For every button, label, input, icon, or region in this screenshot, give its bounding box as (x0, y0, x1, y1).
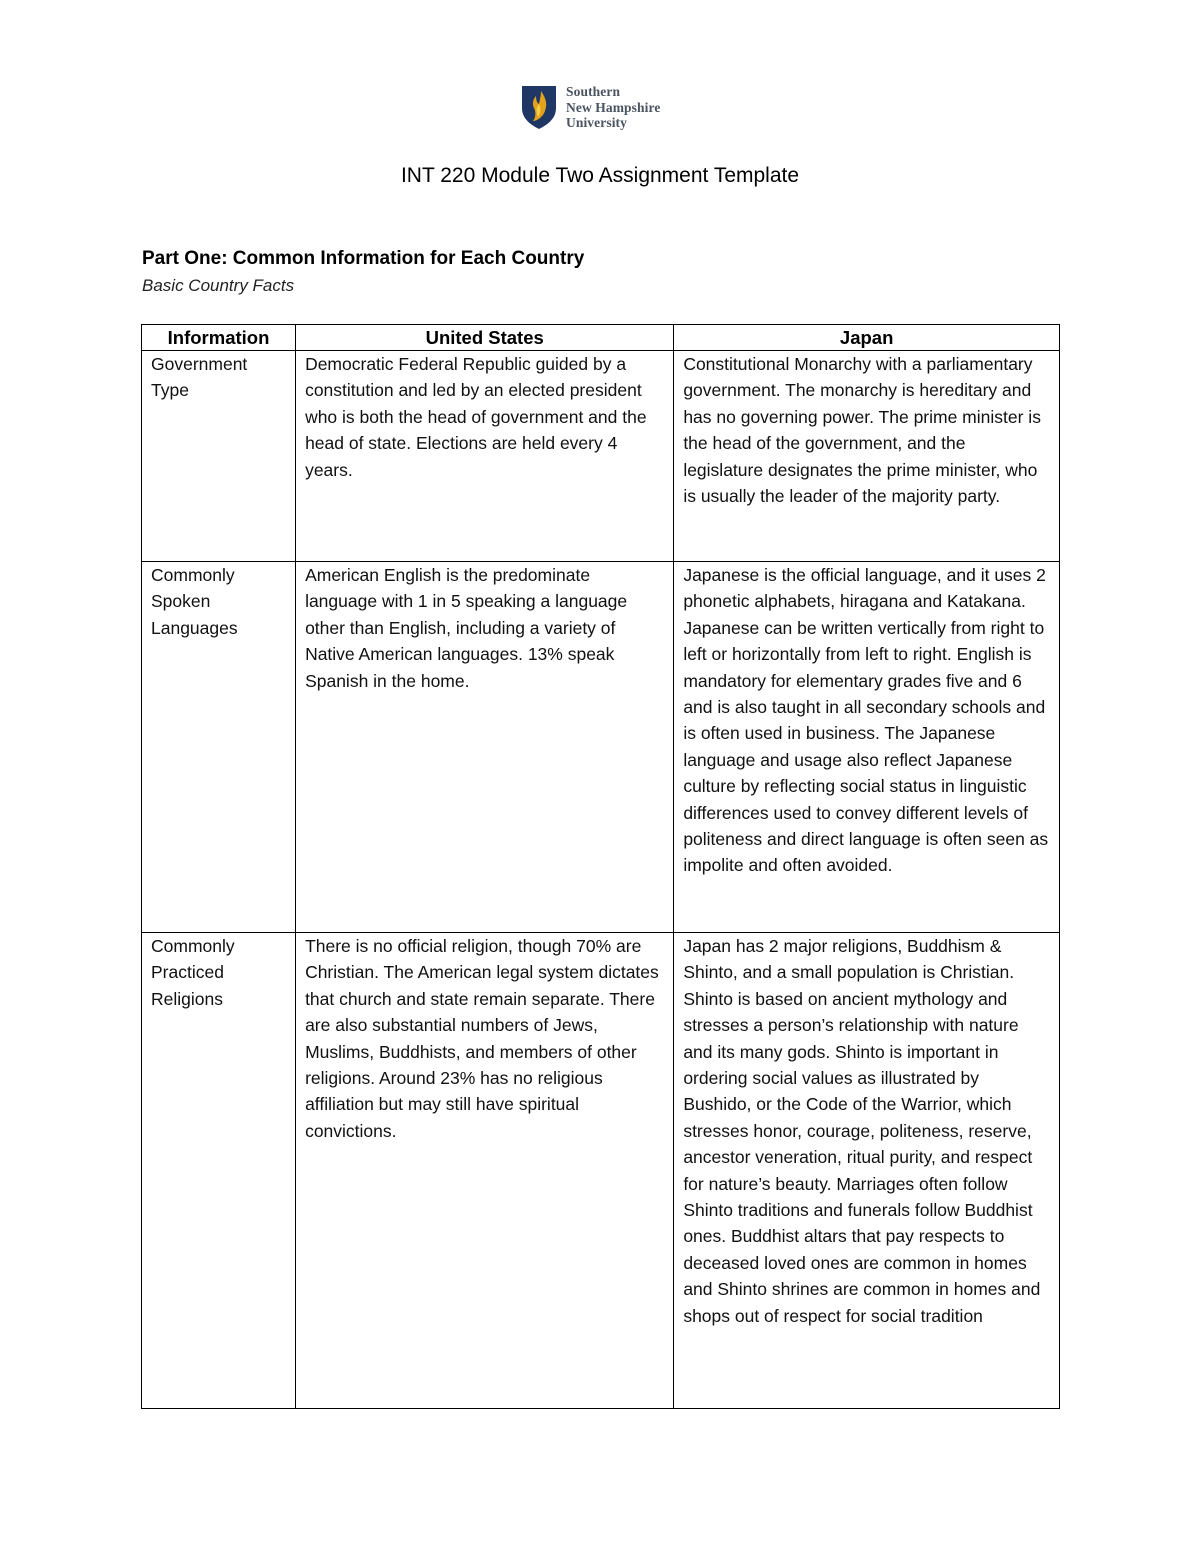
table-row (142, 351, 1060, 562)
row-label-languages: Commonly Spoken Languages (142, 562, 296, 933)
us-religions: There is no official religion, though 70% are Christian. The American legal system dictates that church and state remain separate. There are also substantial numbers of Jews, Muslims, Buddhists, and members of other religions. Around 23% has no religious affiliation but may still have spiritual convictions. (296, 933, 674, 1409)
row-label-religions: Commonly Practiced Religions (142, 933, 296, 1409)
logo-text (566, 84, 660, 131)
us-languages: American English is the predominate language with 1 in 5 speaking a language other than English, including a variety of Native American languages. 13% speak Spanish in the home. (296, 562, 674, 933)
university-logo (520, 84, 660, 131)
header-japan: Japan (674, 325, 1060, 351)
row-label-government-type: Government Type (142, 351, 296, 562)
flame-shield-icon (520, 84, 558, 130)
table-header-row (142, 325, 1060, 351)
logo-line-2: New Hampshire (566, 99, 661, 115)
header-united-states: United States (296, 325, 674, 351)
us-government-type: Democratic Federal Republic guided by a constitution and led by an elected president who is both the head of government and the head of state. Elections are held every 4 years. (296, 351, 674, 562)
document-title: INT 220 Module Two Assignment Template (400, 164, 800, 187)
logo-line-1: Southern (566, 84, 621, 99)
japan-languages: Japanese is the official language, and it uses 2 phonetic alphabets, hiragana and Katakana. Japanese can be written vertically from right to left or horizontally from left to right. English is mandatory for elementary grades five and 6 and is also taught in all secondary schools and is often used in business. The Japanese language and usage also reflect Japanese culture by reflecting social status in linguistic differences used to convey different levels of politeness and direct language is often seen as impolite and often avoided. (674, 562, 1060, 933)
section-subheading: Basic Country Facts (142, 276, 295, 295)
section-heading: Part One: Common Information for Each Country (142, 248, 585, 269)
table-row (142, 933, 1060, 1409)
table-row (142, 562, 1060, 933)
header-information: Information (142, 325, 296, 351)
japan-government-type: Constitutional Monarchy with a parliamentary government. The monarchy is hereditary and has no governing power. The prime minister is the head of the government, and the legislature designates the prime minister, who is usually the leader of the majority party. (674, 351, 1060, 562)
japan-religions: Japan has 2 major religions, Buddhism & Shinto, and a small population is Christian. Shinto is based on ancient mythology and stresses a person’s relationship with nature and its many gods. Shinto is important in ordering social values as illustrated by Bushido, or the Code of the Warrior, which stresses honor, courage, politeness, reserve, ancestor veneration, ritual purity, and respect for nature’s beauty. Marriages often follow Shinto traditions and funerals follow Buddhist ones. Buddhist altars that pay respects to deceased loved ones are common in homes and Shinto shrines are common in homes and shops out of respect for social tradition (674, 933, 1060, 1409)
country-facts-table (141, 324, 1060, 1409)
logo-line-3: University (566, 115, 627, 130)
